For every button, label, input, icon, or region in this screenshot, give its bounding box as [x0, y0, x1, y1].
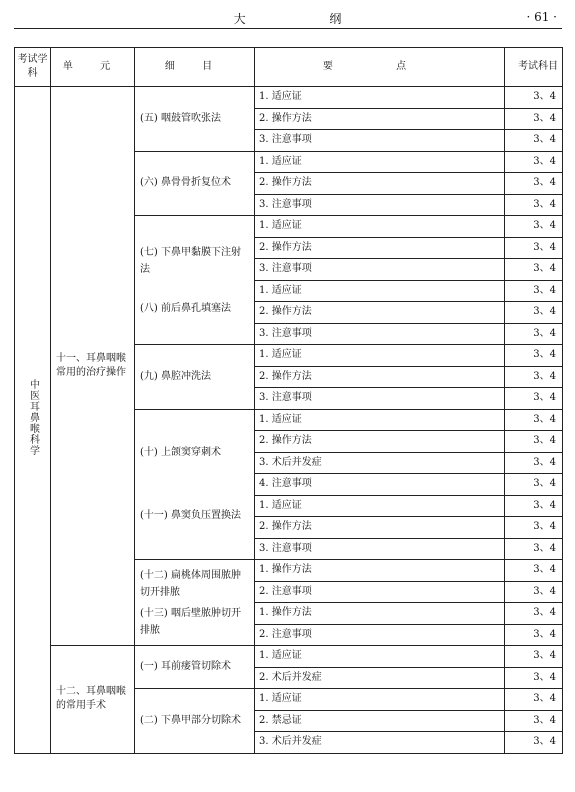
point-cell: 2. 操作方法 [255, 302, 505, 324]
item-cell: (二) 下鼻甲部分切除术 [135, 689, 255, 754]
point-cell: 1. 适应证 [255, 345, 505, 367]
point-cell: 3. 术后并发症 [255, 452, 505, 474]
item-cell [135, 409, 255, 560]
exam-subject-cell: 3、4 [505, 495, 563, 517]
exam-subject-cell: 3、4 [505, 560, 563, 582]
header-exam-subject: 考试科目 [505, 48, 563, 87]
point-cell: 3. 注意事项 [255, 194, 505, 216]
item-text: (十二) 扁桃体周围脓肿切开排脓 [140, 569, 241, 598]
exam-subject-cell: 3、4 [505, 237, 563, 259]
exam-subject-cell: 3、4 [505, 194, 563, 216]
exam-subject-cell: 3、4 [505, 624, 563, 646]
item-cell [135, 216, 255, 345]
exam-subject-cell: 3、4 [505, 173, 563, 195]
item-cell: (九) 鼻腔冲洗法 [135, 345, 255, 410]
exam-subject-cell: 3、4 [505, 667, 563, 689]
table-header-row [15, 48, 563, 87]
exam-subject-cell: 3、4 [505, 259, 563, 281]
exam-subject-cell: 3、4 [505, 216, 563, 238]
point-cell: 2. 操作方法 [255, 173, 505, 195]
exam-subject-cell: 3、4 [505, 323, 563, 345]
exam-subject-cell: 3、4 [505, 431, 563, 453]
item-text: (十) 上颌窦穿刺术 [140, 447, 221, 459]
header-points: 要 点 [255, 48, 505, 87]
point-cell: 2. 禁忌证 [255, 710, 505, 732]
point-cell: 1. 适应证 [255, 689, 505, 711]
subject-cell: 中医耳鼻喉科学 [15, 87, 51, 754]
exam-subject-cell: 3、4 [505, 452, 563, 474]
point-cell: 2. 注意事项 [255, 624, 505, 646]
unit-cell: 十一、耳鼻咽喉常用的治疗操作 [51, 87, 135, 646]
table-row [15, 646, 563, 668]
point-cell: 2. 术后并发症 [255, 667, 505, 689]
header-subject: 考试学科 [15, 48, 51, 87]
page-header-title: 大 纲 [233, 12, 382, 26]
exam-subject-cell: 3、4 [505, 646, 563, 668]
page-number: · 61 · [526, 10, 557, 24]
item-cell [135, 560, 255, 646]
point-cell: 1. 操作方法 [255, 603, 505, 625]
point-cell: 3. 注意事项 [255, 388, 505, 410]
point-cell: 2. 操作方法 [255, 366, 505, 388]
point-cell: 1. 适应证 [255, 646, 505, 668]
point-cell: 3. 注意事项 [255, 538, 505, 560]
point-cell: 2. 操作方法 [255, 237, 505, 259]
item-text: (十三) 咽后壁脓肿切开排脓 [140, 607, 241, 636]
point-cell: 1. 操作方法 [255, 560, 505, 582]
point-cell: 2. 操作方法 [255, 108, 505, 130]
exam-subject-cell: 3、4 [505, 130, 563, 152]
point-cell: 1. 适应证 [255, 409, 505, 431]
exam-subject-cell: 3、4 [505, 87, 563, 109]
syllabus-table [14, 47, 563, 754]
exam-subject-cell: 3、4 [505, 108, 563, 130]
item-text: (十一) 鼻窦负压置换法 [140, 510, 241, 522]
item-cell: (一) 耳前瘘管切除术 [135, 646, 255, 689]
exam-subject-cell: 3、4 [505, 603, 563, 625]
point-cell: 2. 注意事项 [255, 581, 505, 603]
point-cell: 1. 适应证 [255, 280, 505, 302]
point-cell: 4. 注意事项 [255, 474, 505, 496]
item-cell: (六) 鼻骨骨折复位术 [135, 151, 255, 216]
exam-subject-cell: 3、4 [505, 517, 563, 539]
point-cell: 3. 术后并发症 [255, 732, 505, 754]
point-cell: 1. 适应证 [255, 87, 505, 109]
point-cell: 3. 注意事项 [255, 323, 505, 345]
exam-subject-cell: 3、4 [505, 581, 563, 603]
exam-subject-cell: 3、4 [505, 366, 563, 388]
point-cell: 2. 操作方法 [255, 431, 505, 453]
exam-subject-cell: 3、4 [505, 689, 563, 711]
table-row [15, 87, 563, 109]
item-text: (八) 前后鼻孔填塞法 [140, 302, 231, 314]
unit-cell: 十二、耳鼻咽喉的常用手术 [51, 646, 135, 754]
exam-subject-cell: 3、4 [505, 302, 563, 324]
point-cell: 1. 适应证 [255, 216, 505, 238]
exam-subject-cell: 3、4 [505, 345, 563, 367]
point-cell: 3. 注意事项 [255, 259, 505, 281]
point-cell: 3. 注意事项 [255, 130, 505, 152]
exam-subject-cell: 3、4 [505, 151, 563, 173]
header-unit: 单 元 [51, 48, 135, 87]
header-rule [14, 28, 562, 29]
header-item: 细 目 [135, 48, 255, 87]
exam-subject-cell: 3、4 [505, 710, 563, 732]
exam-subject-cell: 3、4 [505, 538, 563, 560]
point-cell: 2. 操作方法 [255, 517, 505, 539]
exam-subject-cell: 3、4 [505, 409, 563, 431]
exam-subject-cell: 3、4 [505, 732, 563, 754]
exam-subject-cell: 3、4 [505, 280, 563, 302]
item-text: (七) 下鼻甲黏膜下注射法 [140, 246, 241, 275]
point-cell: 1. 适应证 [255, 151, 505, 173]
item-cell: (五) 咽鼓管吹张法 [135, 87, 255, 152]
point-cell: 1. 适应证 [255, 495, 505, 517]
exam-subject-cell: 3、4 [505, 388, 563, 410]
exam-subject-cell: 3、4 [505, 474, 563, 496]
